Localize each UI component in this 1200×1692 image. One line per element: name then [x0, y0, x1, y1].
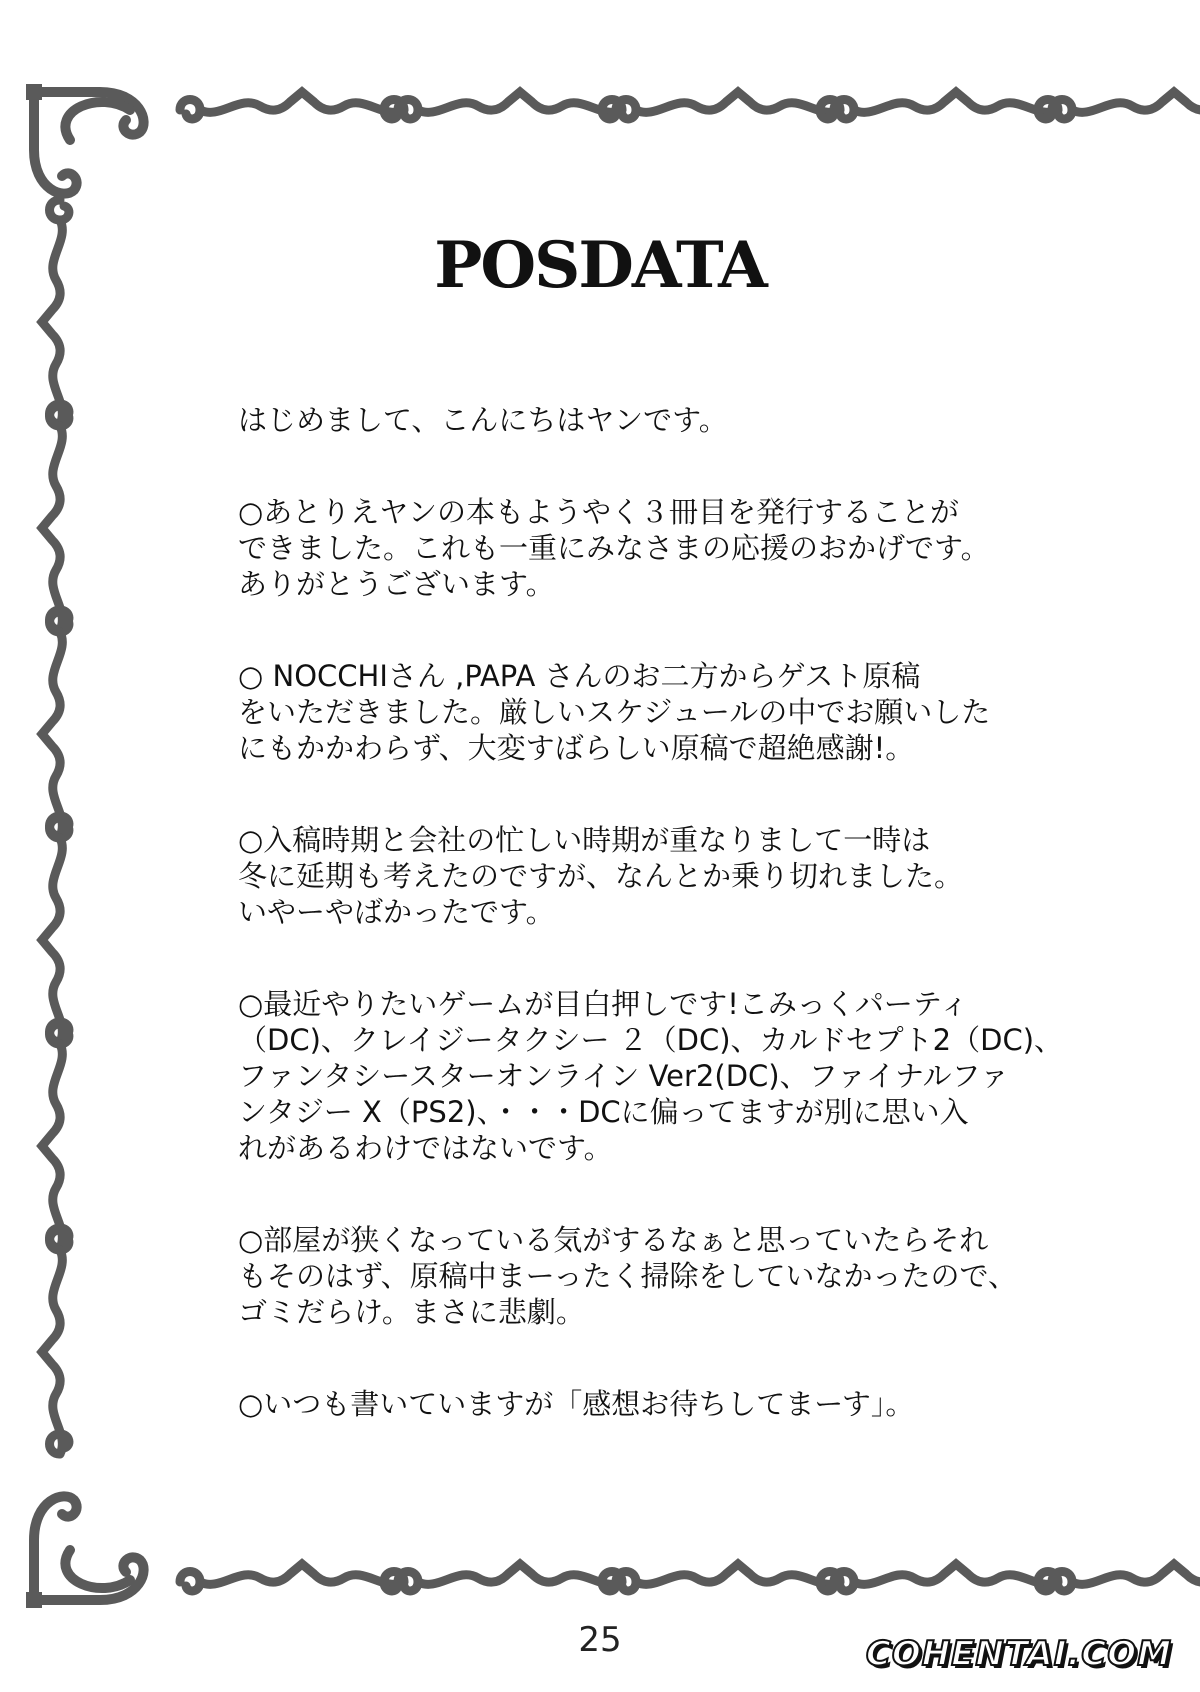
text-line: もそのはず、原稿中まーったく掃除をしていなかったので、 — [238, 1259, 1017, 1293]
text-line: はじめまして、こんにちはヤンです。 — [238, 403, 728, 437]
text-line: ○最近やりたいゲームが目白押しです!こみっくパーティ — [238, 987, 969, 1021]
paragraph — [238, 402, 1098, 438]
text-line: ○部屋が狭くなっている気がするなぁと思っていたらそれ — [238, 1223, 989, 1257]
text-line: ○ NOCCHIさん ,PAPA さんのお二方からゲスト原稿 — [238, 659, 921, 693]
paragraph — [238, 1386, 1098, 1422]
postscript-text — [238, 402, 1098, 1478]
top-border — [180, 92, 1200, 119]
corner-bottom-left — [26, 1496, 144, 1608]
page-number: 25 — [578, 1620, 622, 1660]
paragraph — [238, 494, 1098, 602]
paragraph — [238, 658, 1098, 766]
paragraph — [238, 1222, 1098, 1330]
text-line: ○入稿時期と会社の忙しい時期が重なりまして一時は — [238, 823, 931, 857]
text-line: ○あとりえヤンの本もようやく３冊目を発行することが — [238, 495, 960, 529]
text-line: できました。これも一重にみなさまの応援のおかげです。 — [238, 531, 990, 565]
corner-top-left — [26, 84, 144, 194]
paragraph — [238, 822, 1098, 930]
text-line: れがあるわけではないです。 — [238, 1131, 613, 1165]
text-line: ゴミだらけ。まさに悲劇。 — [238, 1295, 585, 1329]
text-line: 冬に延期も考えたのですが、なんとか乗り切れました。 — [238, 859, 964, 893]
text-line: にもかかわらず、大変すばらしい原稿で超絶感謝!。 — [238, 731, 915, 765]
text-line: （DC)、クレイジータクシー ２（DC)、カルドセプト2（DC)、 — [238, 1023, 1064, 1057]
text-line: ○いつも書いていますが「感想お待ちしてまーす」。 — [238, 1387, 915, 1421]
text-line: いやーやばかったです。 — [238, 895, 555, 929]
text-line: ンタジー X（PS2)、・・・DCに偏ってますが別に思い入 — [238, 1095, 969, 1129]
text-line: ファンタシースターオンライン Ver2(DC)、ファイナルファ — [238, 1059, 1009, 1093]
page-title: POSDATA — [434, 228, 766, 303]
text-line: ありがとうございます。 — [238, 567, 555, 601]
paragraph — [238, 986, 1098, 1166]
left-border — [42, 200, 69, 1454]
bottom-border — [180, 1564, 1200, 1591]
watermark-logo: COHENTAI.COM — [865, 1634, 1172, 1674]
text-line: をいただきました。厳しいスケジュールの中でお願いした — [238, 695, 991, 729]
